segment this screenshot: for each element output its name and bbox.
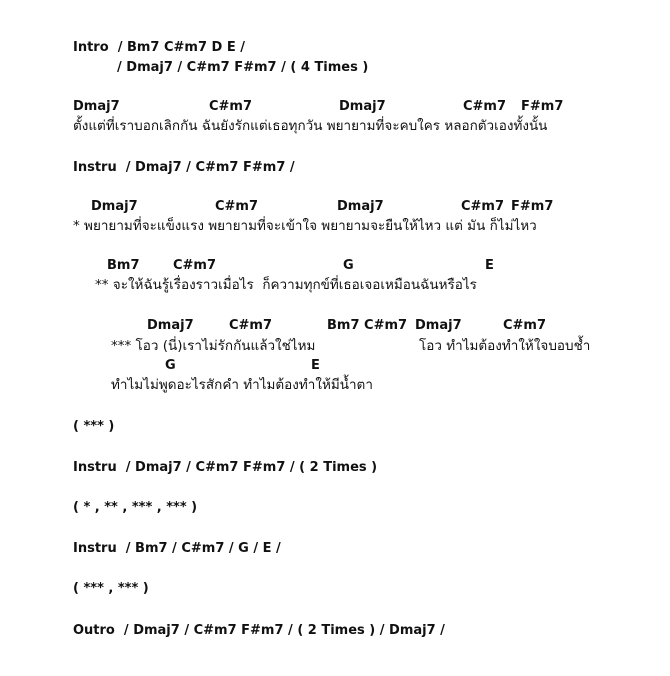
- chorus-lyric-right: โอว ทำไมต้องทำให้ใจบอบช้ำ: [419, 338, 591, 354]
- verse2-chord-2: C#m7: [215, 199, 259, 214]
- outro-line: Outro / Dmaj7 / C#m7 F#m7 / ( 2 Times ) / Dmaj7 /: [73, 623, 445, 638]
- verse2-lyric: * พยายามที่จะแข็งแรง พยายามที่จะเข้าใจ พยายามจะยืนให้ไหว แต่ มัน ก็ไม่ไหว: [73, 218, 537, 234]
- verse1-chord-3: Dmaj7: [339, 99, 386, 114]
- verse2-chord-1: Dmaj7: [91, 199, 138, 214]
- chorus-chord-7: E: [311, 358, 320, 373]
- verse2-chord-4: C#m7: [461, 199, 505, 214]
- chorus-chord-3: Bm7 C#m7: [327, 318, 408, 333]
- repeat-marker-1: ( *** ): [73, 419, 115, 434]
- verse1-lyric: ตั้งแต่ที่เราบอกเลิกกัน ฉันยังรักแต่เธอทุกวัน พยายามที่จะคบใคร หลอกตัวเองทั้งนั้น: [73, 118, 548, 134]
- instru-line-3: Instru / Bm7 / C#m7 / G / E /: [73, 541, 281, 556]
- instru-line-2: Instru / Dmaj7 / C#m7 F#m7 / ( 2 Times ): [73, 460, 378, 475]
- verse3-chord-2: C#m7: [173, 258, 217, 273]
- chorus-chord-5: C#m7: [503, 318, 547, 333]
- chorus-lyric-left: *** โอว (นี่)เราไม่รักกันแล้วใช่ไหม: [111, 338, 316, 354]
- repeat-marker-3: ( *** , *** ): [73, 581, 149, 596]
- chorus-chord-4: Dmaj7: [415, 318, 462, 333]
- repeat-marker-2: ( * , ** , *** , *** ): [73, 500, 198, 515]
- chorus-chord-6: G: [165, 358, 176, 373]
- verse3-chord-1: Bm7: [107, 258, 140, 273]
- verse2-chord-3: Dmaj7: [337, 199, 384, 214]
- verse1-chord-2: C#m7: [209, 99, 253, 114]
- verse3-chord-3: G: [343, 258, 354, 273]
- chorus-chord-1: Dmaj7: [147, 318, 194, 333]
- verse3-lyric: ** จะให้ฉันรู้เรื่องราวเมื่อไร ก็ความทุกข์ที่เธอเจอเหมือนฉันหรือไร: [95, 277, 477, 293]
- verse3-chord-4: E: [485, 258, 494, 273]
- chorus-chord-2: C#m7: [229, 318, 273, 333]
- verse2-chord-5: F#m7: [511, 199, 554, 214]
- intro-line-2: / Dmaj7 / C#m7 F#m7 / ( 4 Times ): [117, 60, 369, 75]
- intro-line-1: Intro / Bm7 C#m7 D E /: [73, 40, 246, 55]
- verse1-chord-1: Dmaj7: [73, 99, 120, 114]
- chorus-lyric-2: ทำไมไม่พูดอะไรสักคำ ทำไมต้องทำให้มีน้ำตา: [111, 377, 373, 393]
- instru-line-1: Instru / Dmaj7 / C#m7 F#m7 /: [73, 160, 295, 175]
- verse1-chord-4: C#m7: [463, 99, 507, 114]
- verse1-chord-5: F#m7: [521, 99, 564, 114]
